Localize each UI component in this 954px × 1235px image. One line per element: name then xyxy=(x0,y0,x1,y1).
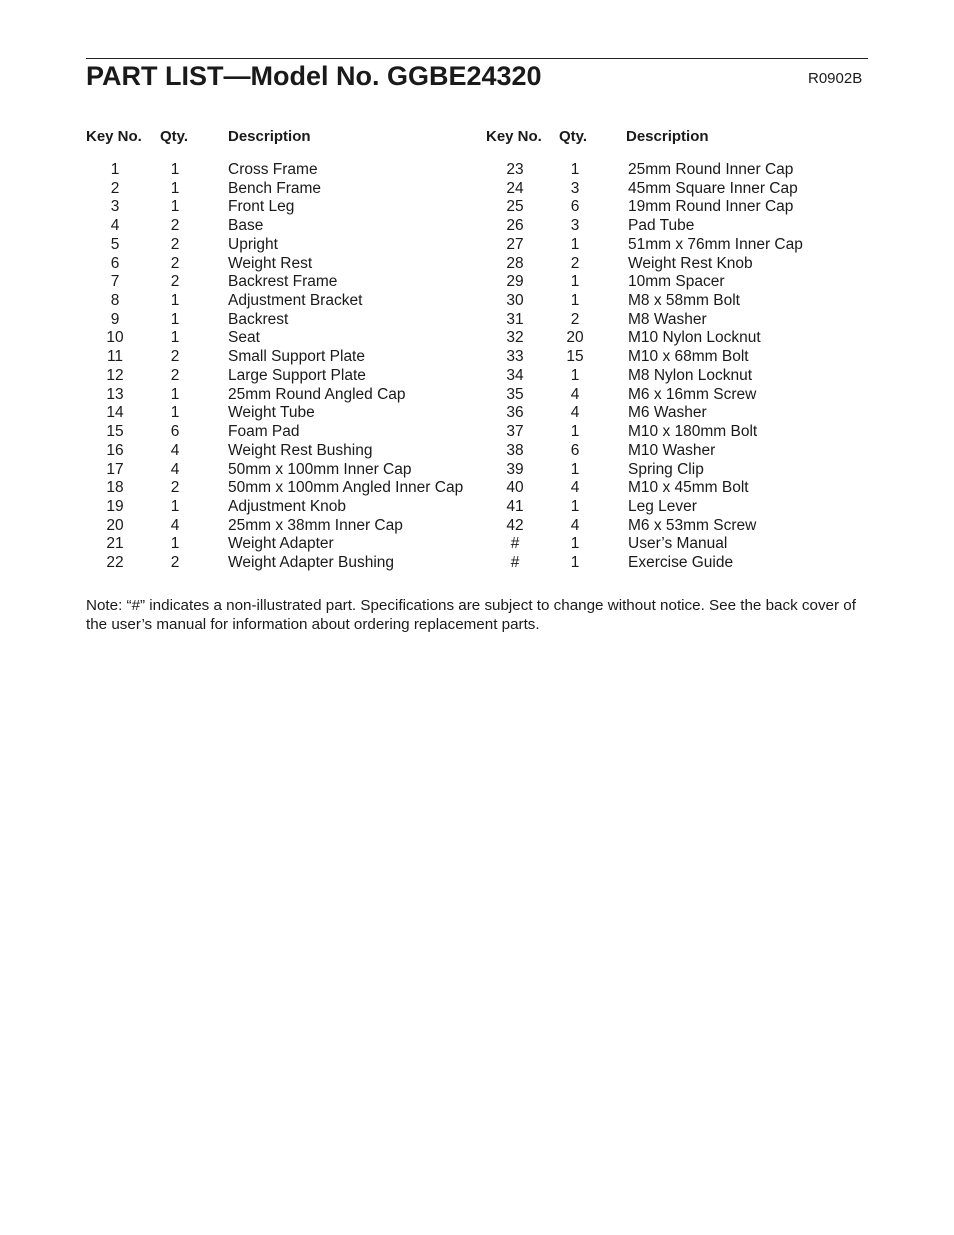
table-row xyxy=(486,292,866,311)
part-key-no: 31 xyxy=(506,310,524,328)
part-key-no: 11 xyxy=(106,348,124,366)
top-rule xyxy=(86,58,868,59)
part-qty: 1 xyxy=(170,179,180,197)
part-qty: 15 xyxy=(566,348,584,366)
part-description: Small Support Plate xyxy=(228,348,365,366)
part-key-no: # xyxy=(510,535,520,553)
part-description: Backrest Frame xyxy=(228,273,338,291)
part-description: M8 Nylon Locknut xyxy=(628,366,753,384)
table-row xyxy=(86,217,466,236)
part-description: Weight Adapter Bushing xyxy=(228,554,395,572)
table-row xyxy=(86,461,466,480)
part-key-no: 18 xyxy=(106,479,124,497)
table-row xyxy=(486,236,866,255)
part-description: Cross Frame xyxy=(228,161,318,178)
part-qty: 1 xyxy=(570,235,580,253)
part-qty: 2 xyxy=(170,217,180,235)
part-qty: 3 xyxy=(570,179,580,197)
part-qty: 1 xyxy=(170,385,180,403)
part-description: 50mm x 100mm Inner Cap xyxy=(228,460,412,478)
part-qty: 6 xyxy=(170,423,180,441)
table-row xyxy=(86,386,466,405)
part-description: Spring Clip xyxy=(628,460,704,478)
table-row xyxy=(86,423,466,442)
part-qty: 1 xyxy=(570,497,580,515)
table-header-right xyxy=(486,128,866,150)
part-key-no: 17 xyxy=(106,460,124,478)
part-description: Upright xyxy=(228,235,278,253)
part-key-no: 22 xyxy=(106,554,124,572)
footnote: Note: “#” indicates a non-illustrated part. Specifications are subject to change without notice. See the back cover of the user’s manual for information about ordering replacement parts. xyxy=(86,597,856,633)
part-description: Leg Lever xyxy=(628,497,697,515)
part-qty: 2 xyxy=(570,310,580,328)
parts-table-left xyxy=(86,128,466,572)
table-row xyxy=(486,367,866,386)
part-description: 19mm Round Inner Cap xyxy=(628,198,794,216)
header-key-no: Key No. xyxy=(486,128,542,145)
part-qty: 1 xyxy=(170,535,180,553)
table-row xyxy=(86,348,466,367)
part-qty: 4 xyxy=(170,460,180,478)
part-key-no: 26 xyxy=(506,217,524,235)
part-key-no: 20 xyxy=(106,516,124,534)
header-description: Description xyxy=(626,128,709,145)
part-key-no: 34 xyxy=(506,366,524,384)
part-key-no: 38 xyxy=(506,441,524,459)
part-description: Seat xyxy=(228,329,260,347)
part-description: Weight Rest Bushing xyxy=(228,441,373,459)
part-qty: 2 xyxy=(170,348,180,366)
table-row xyxy=(486,217,866,236)
parts-rows-right xyxy=(486,161,866,573)
part-key-no: 23 xyxy=(506,161,524,178)
part-qty: 2 xyxy=(170,254,180,272)
part-key-no: 6 xyxy=(110,254,120,272)
part-key-no: 33 xyxy=(506,348,524,366)
table-row xyxy=(86,161,466,180)
table-header-left xyxy=(86,128,466,150)
part-qty: 1 xyxy=(170,198,180,216)
part-key-no: 40 xyxy=(506,479,524,497)
part-description: 51mm x 76mm Inner Cap xyxy=(628,235,803,253)
header-description: Description xyxy=(228,128,311,145)
table-row xyxy=(86,236,466,255)
part-key-no: 21 xyxy=(106,535,124,553)
table-row xyxy=(486,554,866,573)
part-key-no: 16 xyxy=(106,441,124,459)
part-description: Adjustment Bracket xyxy=(228,292,363,310)
page-title: PART LIST—Model No. GGBE24320 xyxy=(86,61,542,91)
part-key-no: 12 xyxy=(106,366,124,384)
part-key-no: 7 xyxy=(110,273,120,291)
part-description: M8 x 58mm Bolt xyxy=(628,292,740,310)
table-row xyxy=(86,329,466,348)
part-description: 25mm x 38mm Inner Cap xyxy=(228,516,403,534)
part-qty: 1 xyxy=(570,161,580,178)
table-row xyxy=(486,423,866,442)
table-row xyxy=(86,367,466,386)
part-key-no: 35 xyxy=(506,385,524,403)
part-description: Foam Pad xyxy=(228,423,300,441)
part-qty: 1 xyxy=(570,535,580,553)
part-qty: 1 xyxy=(570,366,580,384)
part-key-no: 27 xyxy=(506,235,524,253)
part-key-no: 4 xyxy=(110,217,120,235)
part-qty: 20 xyxy=(566,329,584,347)
part-description: 25mm Round Inner Cap xyxy=(628,161,794,178)
part-description: 50mm x 100mm Angled Inner Cap xyxy=(228,479,464,497)
part-qty: 1 xyxy=(170,161,180,178)
part-qty: 1 xyxy=(170,310,180,328)
table-row xyxy=(486,255,866,274)
table-row xyxy=(486,517,866,536)
table-row xyxy=(486,535,866,554)
part-key-no: 15 xyxy=(106,423,124,441)
table-row xyxy=(486,273,866,292)
part-key-no: 19 xyxy=(106,497,124,515)
part-key-no: 32 xyxy=(506,329,524,347)
table-row xyxy=(486,461,866,480)
part-qty: 4 xyxy=(170,516,180,534)
part-qty: 1 xyxy=(170,292,180,310)
part-qty: 4 xyxy=(570,404,580,422)
part-key-no: 2 xyxy=(110,179,120,197)
table-row xyxy=(86,292,466,311)
part-description: M6 x 53mm Screw xyxy=(628,516,757,534)
part-qty: 1 xyxy=(570,460,580,478)
part-description: Adjustment Knob xyxy=(228,497,347,515)
part-description: M10 x 180mm Bolt xyxy=(628,423,758,441)
part-qty: 4 xyxy=(570,385,580,403)
part-key-no: 10 xyxy=(106,329,124,347)
header-key-no: Key No. xyxy=(86,128,142,145)
part-qty: 2 xyxy=(170,366,180,384)
part-key-no: 41 xyxy=(506,497,524,515)
part-description: Bench Frame xyxy=(228,179,322,197)
table-row xyxy=(486,329,866,348)
part-key-no: 13 xyxy=(106,385,124,403)
part-description: M6 Washer xyxy=(628,404,707,422)
part-qty: 1 xyxy=(570,554,580,572)
part-key-no: 14 xyxy=(106,404,124,422)
part-description: M10 x 68mm Bolt xyxy=(628,348,749,366)
table-row xyxy=(86,442,466,461)
table-row xyxy=(486,442,866,461)
table-row xyxy=(86,255,466,274)
part-qty: 2 xyxy=(170,554,180,572)
part-description: Weight Adapter xyxy=(228,535,334,553)
part-description: M8 Washer xyxy=(628,310,707,328)
part-qty: 4 xyxy=(570,516,580,534)
table-row xyxy=(486,498,866,517)
part-description: 45mm Square Inner Cap xyxy=(628,179,798,197)
part-description: Front Leg xyxy=(228,198,295,216)
part-qty: 2 xyxy=(170,273,180,291)
part-description: Base xyxy=(228,217,264,235)
table-row xyxy=(86,404,466,423)
table-row xyxy=(486,386,866,405)
part-description: User’s Manual xyxy=(628,535,728,553)
part-key-no: 9 xyxy=(110,310,120,328)
table-row xyxy=(86,198,466,217)
part-key-no: 25 xyxy=(506,198,524,216)
part-key-no: 24 xyxy=(506,179,524,197)
table-row xyxy=(486,180,866,199)
part-qty: 2 xyxy=(170,479,180,497)
part-key-no: # xyxy=(510,554,520,572)
table-row xyxy=(86,498,466,517)
table-row xyxy=(486,161,866,180)
parts-rows-left xyxy=(86,161,466,573)
part-description: Weight Tube xyxy=(228,404,315,422)
table-row xyxy=(486,198,866,217)
part-qty: 2 xyxy=(170,235,180,253)
part-description: M10 x 45mm Bolt xyxy=(628,479,749,497)
table-row xyxy=(486,311,866,330)
part-key-no: 36 xyxy=(506,404,524,422)
part-qty: 6 xyxy=(570,441,580,459)
table-row xyxy=(486,404,866,423)
part-key-no: 42 xyxy=(506,516,524,534)
part-qty: 1 xyxy=(570,292,580,310)
part-qty: 4 xyxy=(570,479,580,497)
part-qty: 1 xyxy=(570,423,580,441)
part-key-no: 39 xyxy=(506,460,524,478)
part-description: M10 Nylon Locknut xyxy=(628,329,761,347)
part-key-no: 1 xyxy=(110,161,120,178)
table-row xyxy=(86,273,466,292)
table-row xyxy=(86,180,466,199)
part-description: Large Support Plate xyxy=(228,366,366,384)
part-description: Exercise Guide xyxy=(628,554,734,572)
part-key-no: 3 xyxy=(110,198,120,216)
part-key-no: 30 xyxy=(506,292,524,310)
table-row xyxy=(486,348,866,367)
part-description: 25mm Round Angled Cap xyxy=(228,385,406,403)
part-qty: 1 xyxy=(170,497,180,515)
part-qty: 4 xyxy=(170,441,180,459)
part-description: M10 Washer xyxy=(628,441,716,459)
header-qty: Qty. xyxy=(559,128,588,145)
part-key-no: 8 xyxy=(110,292,120,310)
part-qty: 1 xyxy=(570,273,580,291)
part-qty: 1 xyxy=(170,329,180,347)
part-qty: 2 xyxy=(570,254,580,272)
part-qty: 3 xyxy=(570,217,580,235)
part-description: M6 x 16mm Screw xyxy=(628,385,757,403)
table-row xyxy=(86,311,466,330)
document-code: R0902B xyxy=(808,70,863,87)
part-description: Backrest xyxy=(228,310,289,328)
table-row xyxy=(486,479,866,498)
part-key-no: 29 xyxy=(506,273,524,291)
parts-table-right xyxy=(486,128,866,572)
part-description: Pad Tube xyxy=(628,217,695,235)
part-description: Weight Rest Knob xyxy=(628,254,753,272)
part-key-no: 5 xyxy=(110,235,120,253)
table-row xyxy=(86,535,466,554)
table-row xyxy=(86,517,466,536)
part-qty: 6 xyxy=(570,198,580,216)
part-qty: 1 xyxy=(170,404,180,422)
header-qty: Qty. xyxy=(160,128,189,145)
table-row xyxy=(86,479,466,498)
table-row xyxy=(86,554,466,573)
part-description: Weight Rest xyxy=(228,254,313,272)
part-key-no: 28 xyxy=(506,254,524,272)
part-description: 10mm Spacer xyxy=(628,273,725,291)
part-key-no: 37 xyxy=(506,423,524,441)
